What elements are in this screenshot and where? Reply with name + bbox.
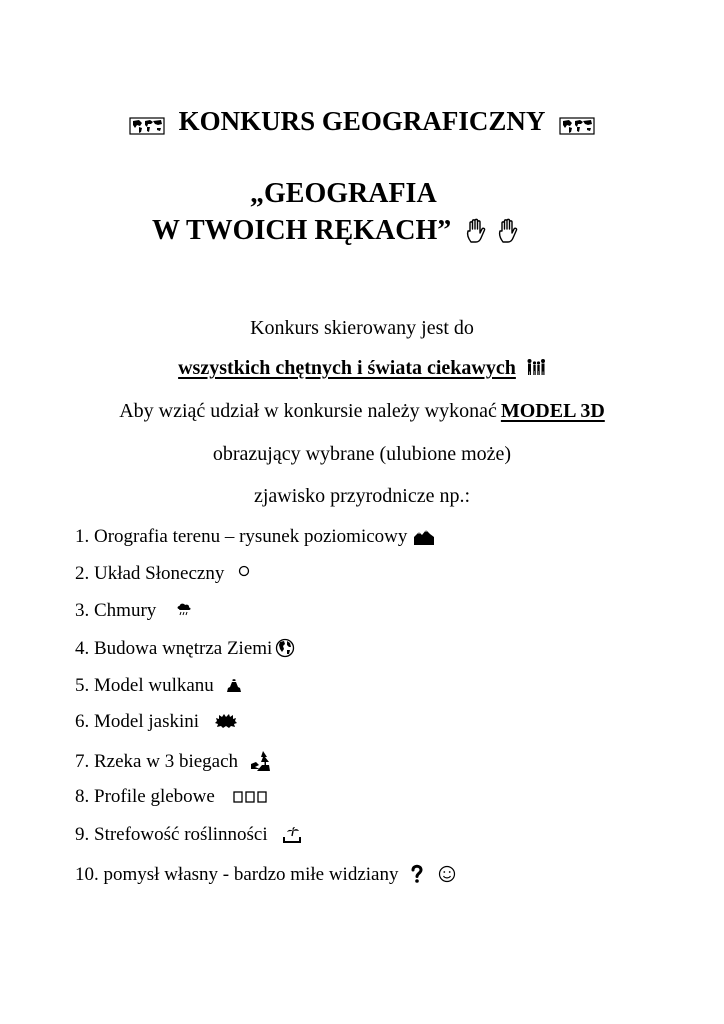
- list-item-text: Model jaskini: [94, 711, 200, 732]
- list-item-text: Budowa wnętrza Ziemi: [94, 637, 273, 659]
- list-item-text: Orografia terenu – rysunek poziomicowy: [94, 526, 408, 547]
- list-item-text: Układ Słoneczny: [94, 563, 225, 584]
- list-item-text: Rzeka w 3 biegach: [94, 750, 239, 772]
- soil-profile-icon: [233, 790, 267, 804]
- subtitle-line-2: W TWOICH RĘKACH”: [152, 215, 452, 246]
- list-item-text: Profile glebowe: [94, 786, 215, 807]
- intro-line-4: obrazujący wybrane (ulubione może): [212, 443, 512, 465]
- list-item-number: 8.: [75, 786, 90, 807]
- list-item: [75, 601, 192, 620]
- list-item: [75, 864, 456, 884]
- list-item-number: 7.: [75, 750, 90, 772]
- volcano-icon: [226, 678, 242, 694]
- globe-icon: [275, 638, 295, 658]
- list-item-number: 1.: [75, 526, 90, 547]
- list-item-text: Chmury: [94, 600, 157, 621]
- list-item: [75, 712, 237, 731]
- intro-line-5: zjawisko przyrodnicze np.:: [253, 485, 471, 507]
- page-title: KONKURS GEOGRAFICZNY: [178, 106, 546, 136]
- world-map-icon: [129, 115, 165, 137]
- intro-line-1: Konkurs skierowany jest do: [250, 317, 474, 339]
- list-item: [75, 825, 302, 844]
- list-item-number: 10.: [75, 863, 99, 885]
- model-3d-emphasis: MODEL 3D: [500, 400, 605, 422]
- title-row: [0, 108, 724, 137]
- subtitle-line-1: „GEOGRAFIA: [250, 178, 437, 209]
- list-item: [75, 676, 242, 695]
- mountain-icon: [413, 528, 435, 546]
- list-item-text: pomysł własny - bardzo miłe widziany: [103, 863, 399, 885]
- intro-line-3-row: [0, 401, 724, 422]
- smiley-icon: [438, 865, 456, 883]
- cave-icon: [215, 713, 237, 729]
- raised-hand-icon: [497, 218, 519, 244]
- intro-line-3: Aby wziąć udział w konkursie należy wykonać: [119, 400, 497, 422]
- subtitle-line-2-row: [152, 217, 519, 245]
- island-icon: [282, 826, 302, 844]
- intro-line-2-row: [0, 358, 724, 379]
- raised-hand-icon: [465, 218, 487, 244]
- list-item-number: 5.: [75, 675, 90, 696]
- list-item-number: 4.: [75, 637, 90, 659]
- question-icon: [410, 864, 424, 884]
- list-item: [75, 527, 435, 546]
- list-item-number: 6.: [75, 711, 90, 732]
- list-item: [75, 787, 267, 806]
- list-item-number: 3.: [75, 600, 90, 621]
- circle-icon: [238, 565, 250, 577]
- list-item-text: Model wulkanu: [94, 675, 214, 696]
- list-item-number: 9.: [75, 824, 90, 845]
- cloud-rain-icon: [176, 602, 192, 616]
- intro-line-2: wszystkich chętnych i świata ciekawych: [178, 357, 516, 379]
- list-item: [75, 564, 250, 583]
- river-landscape-icon: [248, 750, 272, 772]
- list-item: [75, 750, 272, 772]
- world-map-icon: [559, 115, 595, 137]
- list-item: [75, 638, 295, 658]
- list-item-number: 2.: [75, 563, 90, 584]
- family-icon: [526, 358, 546, 376]
- list-item-text: Strefowość roślinności: [94, 824, 268, 845]
